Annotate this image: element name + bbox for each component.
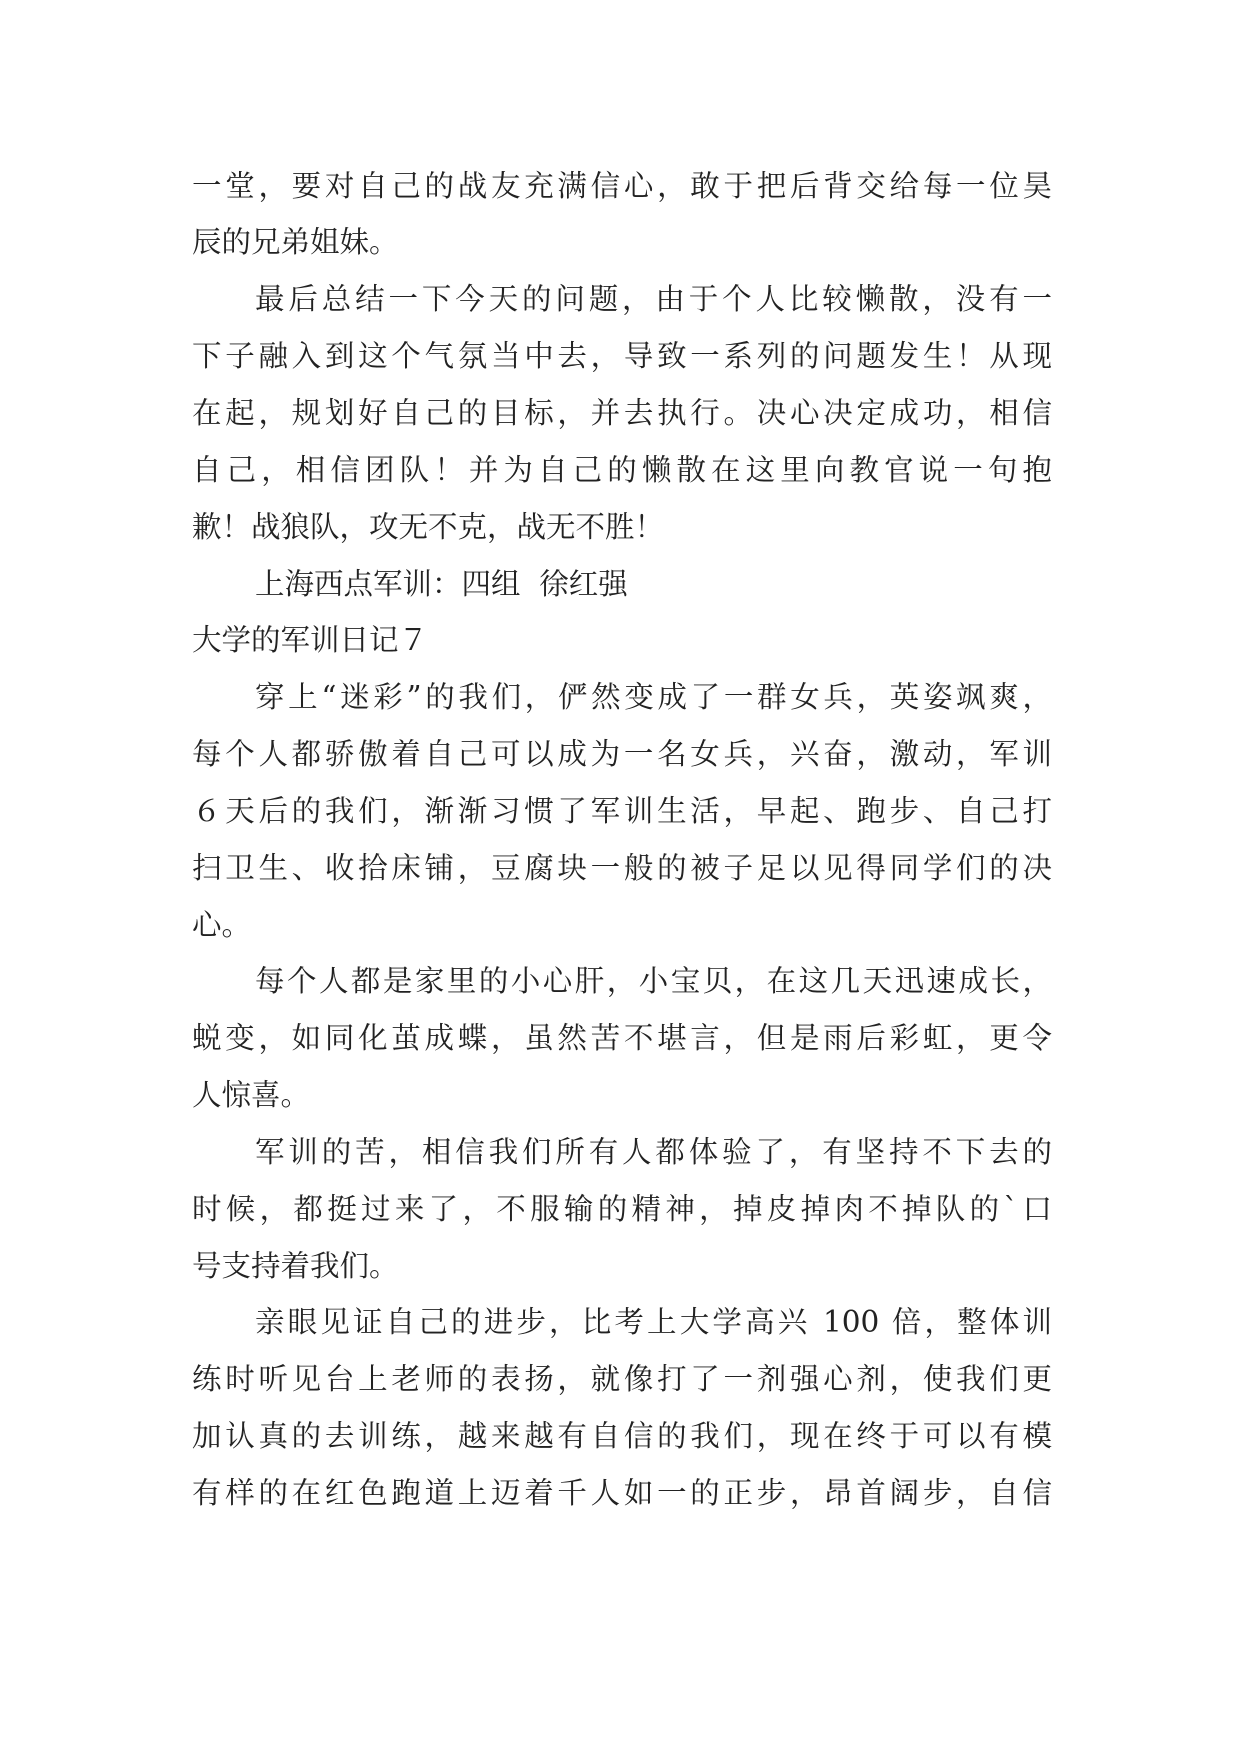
text-line: 自己，相信团队！并为自己的懒散在这里向教官说一句抱	[192, 453, 1052, 487]
text-line: 练时听见台上老师的表扬，就像打了一剂强心剂，使我们更	[192, 1362, 1052, 1396]
paragraph-start-line: 最后总结一下今天的问题，由于个人比较懒散，没有一	[255, 282, 1052, 316]
section-title: 大学的军训日记７	[192, 623, 429, 657]
text-line: 每个人都骄傲着自己可以成为一名女兵，兴奋，激动，军训	[192, 737, 1052, 771]
text-line: ６天后的我们，渐渐习惯了军训生活，早起、跑步、自己打	[192, 794, 1052, 828]
text-line: 扫卫生、收拾床铺，豆腐块一般的被子足以见得同学们的决	[192, 851, 1052, 885]
text-line: 心。	[192, 908, 252, 942]
text-line: 下子融入到这个气氛当中去，导致一系列的问题发生！从现	[192, 339, 1052, 373]
text-line: 时候，都挺过来了，不服输的精神，掉皮掉肉不掉队的`口	[192, 1192, 1052, 1226]
text-line: 人惊喜。	[192, 1078, 311, 1112]
signature-line: 上海西点军训：四组 徐红强	[255, 567, 628, 601]
text-line: 一堂，要对自己的战友充满信心，敢于把后背交给每一位昊	[192, 169, 1052, 203]
text-line: 有样的在红色跑道上迈着千人如一的正步，昂首阔步，自信	[192, 1476, 1052, 1510]
paragraph-start-line: 每个人都是家里的小心肝，小宝贝，在这几天迅速成长，	[255, 964, 1052, 998]
text-line: 在起，规划好自己的目标，并去执行。决心决定成功，相信	[192, 396, 1052, 430]
text-line: 号支持着我们。	[192, 1249, 399, 1283]
text-line: 加认真的去训练，越来越有自信的我们，现在终于可以有模	[192, 1419, 1052, 1453]
paragraph-start-line: 亲眼见证自己的进步，比考上大学高兴 100 倍，整体训	[255, 1305, 1052, 1339]
text-line: 歉！战狼队，攻无不克，战无不胜！	[192, 510, 665, 544]
paragraph-start-line: 军训的苦，相信我们所有人都体验了，有坚持不下去的	[255, 1135, 1052, 1169]
text-line: 辰的兄弟姐妹。	[192, 225, 399, 259]
text-line: 蜕变，如同化茧成蝶，虽然苦不堪言，但是雨后彩虹，更令	[192, 1021, 1052, 1055]
paragraph-start-line: 穿上“迷彩”的我们，俨然变成了一群女兵，英姿飒爽，	[255, 680, 1052, 714]
